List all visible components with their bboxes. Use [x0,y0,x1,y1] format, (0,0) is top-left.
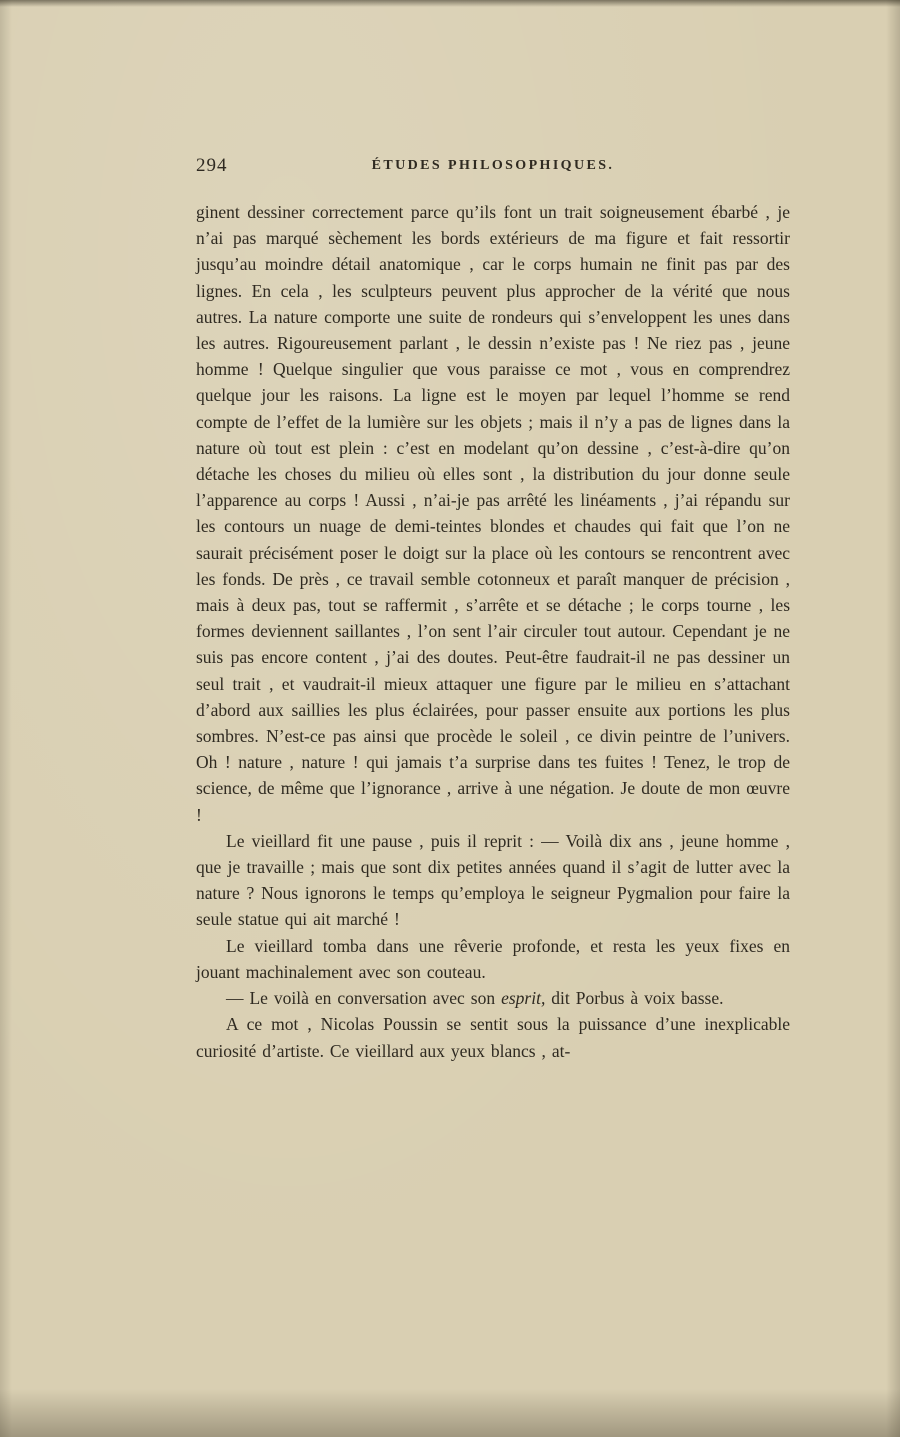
body-text [196,199,790,1064]
paragraph: ginent dessiner correctement parce qu’ils font un trait soigneusement ébarbé , je n’ai pas marqué sèchement les bords extérieurs de ma figure et fait ressortir jusqu’au moindre détail anatomique , car le corps humain ne finit pas par des lignes. En cela , les sculpteurs peuvent plus approcher de la vérité que nous autres. La nature comporte une suite de rondeurs qui s’enveloppent les unes dans les autres. Rigoureusement parlant , le dessin n’existe pas ! Ne riez pas , jeune homme ! Quelque singulier que vous paraisse ce mot , vous en comprendrez quelque jour les raisons. La ligne est le moyen par lequel l’homme se rend compte de l’effet de la lumière sur les objets ; mais il n’y a pas de lignes dans la nature où tout est plein : c’est en modelant qu’on dessine , c’est-à-dire qu’on détache les choses du milieu où elles sont , la distribution du jour donne seule l’apparence au corps ! Aussi , n’ai-je pas arrêté les linéaments , j’ai répandu sur les contours un nuage de demi-teintes blondes et chaudes qui fait que l’on ne saurait précisément poser le doigt sur la place où les contours se rencontrent avec les fonds. De près , ce travail semble cotonneux et paraît manquer de précision , mais à deux pas, tout se raffermit , s’arrête et se détache ; le corps tourne , les formes deviennent saillantes , l’on sent l’air circuler tout autour. Cependant je ne suis pas encore content , j’ai des doutes. Peut-être faudrait-il ne pas dessiner un seul trait , et vaudrait-il mieux attaquer une figure par le milieu en s’attachant d’abord aux saillies les plus éclairées, pour passer ensuite aux portions les plus sombres. N’est-ce pas ainsi que procède le soleil , ce divin peintre de l’univers. Oh ! nature , nature ! qui jamais t’a surprise dans tes fuites ! Tenez, le trop de science, de même que l’ignorance , arrive à une négation. Je doute de mon œuvre ! [196,202,790,825]
paragraph-text: — Le voilà en conversation avec son [226,988,502,1009]
page-number: 294 [196,155,228,176]
paragraph: Le vieillard fit une pause , puis il reprit : — Voilà dix ans , jeune homme , que je travaille ; mais que sont dix petites années quand il s’agit de lutter avec la nature ? Nous ignorons le temps qu’employa le seigneur Pygmalion pour faire la seule statue qui ait marché ! [196,830,790,930]
running-head: ÉTUDES PHILOSOPHIQUES. [371,158,615,173]
paragraph: A ce mot , Nicolas Poussin se sentit sous la puissance d’une inexplicable curiosité d’artiste. Ce vieillard aux yeux blancs , at- [196,1014,790,1061]
paragraph-text: dit Porbus à voix basse. [545,988,724,1009]
italic-word: esprit, [501,988,546,1009]
paragraph [196,985,790,1011]
paragraph: Le vieillard tomba dans une rêverie profonde, et resta les yeux fixes en jouant machinalement avec son couteau. [196,935,790,982]
page-header [196,155,790,181]
